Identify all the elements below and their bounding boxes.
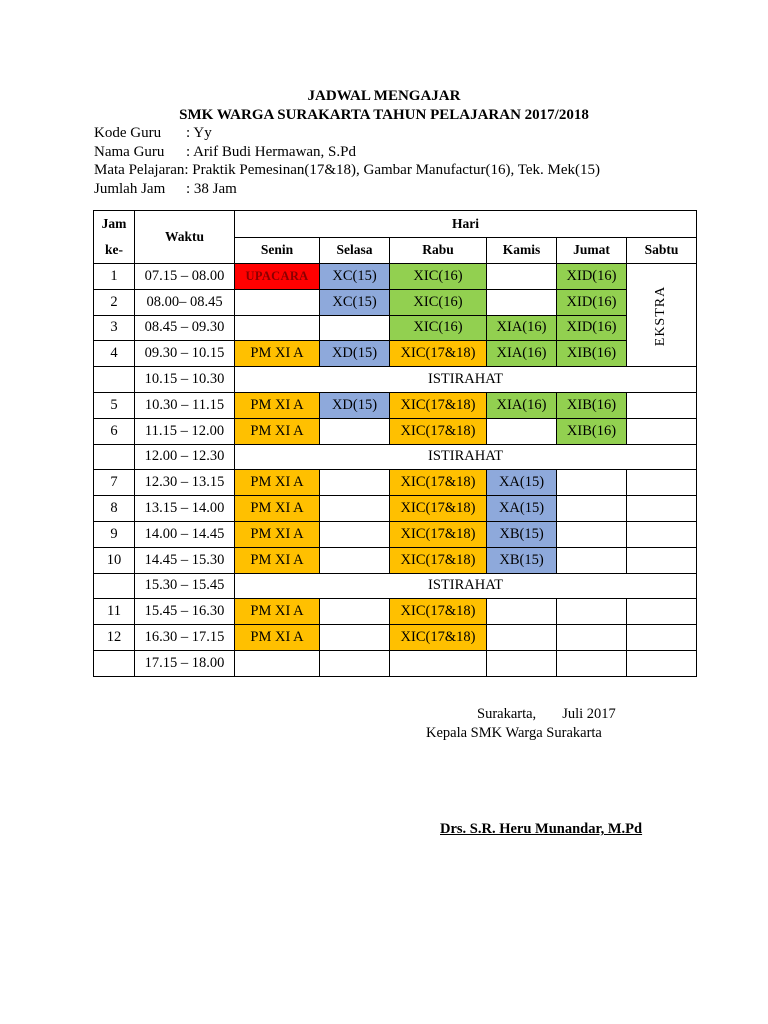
header-jam <box>94 211 135 264</box>
header-row-1 <box>94 211 697 238</box>
jumat-cell <box>557 650 627 676</box>
kode-guru-row <box>94 124 600 143</box>
jumat-cell: XID(16) <box>557 315 627 341</box>
sabtu-cell <box>627 496 697 522</box>
rabu-cell: XIC(17&18) <box>390 418 487 444</box>
kamis-cell <box>487 418 557 444</box>
nama-guru-label: Nama Guru <box>94 143 165 160</box>
table-row <box>94 599 697 625</box>
sabtu-cell <box>627 547 697 573</box>
sabtu-cell <box>627 470 697 496</box>
sabtu-cell <box>627 625 697 651</box>
senin-cell: PM XI A <box>235 521 320 547</box>
kamis-cell: XIA(16) <box>487 315 557 341</box>
jumat-cell <box>557 625 627 651</box>
rabu-cell: XIC(17&18) <box>390 470 487 496</box>
rabu-cell: XIC(16) <box>390 264 487 290</box>
jumat-cell: XIB(16) <box>557 418 627 444</box>
header-day-senin: Senin <box>235 237 320 264</box>
jam-cell <box>94 573 135 599</box>
signature-place-date <box>477 706 616 723</box>
senin-cell: PM XI A <box>235 496 320 522</box>
header-hari: Hari <box>235 211 697 238</box>
waktu-cell: 08.00– 08.45 <box>135 289 235 315</box>
rabu-cell: XIC(17&18) <box>390 521 487 547</box>
header-day-jumat: Jumat <box>557 237 627 264</box>
kode-guru-label: Kode Guru <box>94 125 162 141</box>
teacher-info <box>94 124 600 198</box>
signature-name: Drs. S.R. Heru Munandar, M.Pd <box>440 821 643 837</box>
header-day-rabu: Rabu <box>390 237 487 264</box>
waktu-cell: 12.00 – 12.30 <box>135 444 235 470</box>
waktu-cell: 12.30 – 13.15 <box>135 470 235 496</box>
selasa-cell: XC(15) <box>320 289 390 315</box>
table-row <box>94 264 697 290</box>
jam-cell: 2 <box>94 289 135 315</box>
selasa-cell <box>320 650 390 676</box>
selasa-cell: XD(15) <box>320 392 390 418</box>
jam-cell: 1 <box>94 264 135 290</box>
waktu-cell: 15.45 – 16.30 <box>135 599 235 625</box>
table-row <box>94 315 697 341</box>
jam-cell: 7 <box>94 470 135 496</box>
rabu-cell: XIC(17&18) <box>390 341 487 367</box>
senin-cell <box>235 289 320 315</box>
rabu-cell: XIC(17&18) <box>390 392 487 418</box>
istirahat-cell: ISTIRAHAT <box>235 367 697 393</box>
senin-cell: PM XI A <box>235 625 320 651</box>
table-row <box>94 496 697 522</box>
header-waktu: Waktu <box>135 211 235 264</box>
jumat-cell <box>557 470 627 496</box>
jam-cell <box>94 367 135 393</box>
selasa-cell <box>320 418 390 444</box>
rabu-cell <box>390 650 487 676</box>
kamis-cell: XA(15) <box>487 496 557 522</box>
senin-cell: PM XI A <box>235 547 320 573</box>
jam-cell: 4 <box>94 341 135 367</box>
jumat-cell <box>557 547 627 573</box>
selasa-cell <box>320 625 390 651</box>
selasa-cell <box>320 599 390 625</box>
kamis-cell: XA(15) <box>487 470 557 496</box>
senin-cell: PM XI A <box>235 418 320 444</box>
istirahat-row <box>94 573 697 599</box>
signature-date: Juli 2017 <box>562 706 616 722</box>
table-row <box>94 547 697 573</box>
waktu-cell: 11.15 – 12.00 <box>135 418 235 444</box>
jumat-cell: XID(16) <box>557 264 627 290</box>
jumat-cell: XIB(16) <box>557 341 627 367</box>
waktu-cell: 10.15 – 10.30 <box>135 367 235 393</box>
jumlah-jam-label: Jumlah Jam <box>94 180 166 197</box>
selasa-cell: XC(15) <box>320 264 390 290</box>
schedule-table <box>93 210 697 677</box>
table-row <box>94 418 697 444</box>
senin-cell: PM XI A <box>235 599 320 625</box>
kamis-cell: XIA(16) <box>487 341 557 367</box>
sabtu-cell <box>627 650 697 676</box>
header-day-kamis: Kamis <box>487 237 557 264</box>
table-row <box>94 625 697 651</box>
jam-cell: 11 <box>94 599 135 625</box>
senin-cell <box>235 315 320 341</box>
table-row <box>94 521 697 547</box>
jumlah-jam-value: : 38 Jam <box>186 180 237 197</box>
sabtu-cell <box>627 599 697 625</box>
senin-cell: PM XI A <box>235 470 320 496</box>
kamis-cell <box>487 625 557 651</box>
jam-cell <box>94 650 135 676</box>
rabu-cell: XIC(17&18) <box>390 625 487 651</box>
table-row <box>94 289 697 315</box>
kamis-cell <box>487 264 557 290</box>
istirahat-cell: ISTIRAHAT <box>235 573 697 599</box>
waktu-cell: 14.00 – 14.45 <box>135 521 235 547</box>
senin-cell <box>235 650 320 676</box>
kamis-cell: XIA(16) <box>487 392 557 418</box>
jumat-cell <box>557 496 627 522</box>
waktu-cell: 14.45 – 15.30 <box>135 547 235 573</box>
jam-cell: 9 <box>94 521 135 547</box>
rabu-cell: XIC(16) <box>390 289 487 315</box>
jumat-cell <box>557 521 627 547</box>
istirahat-row <box>94 444 697 470</box>
kamis-cell <box>487 599 557 625</box>
istirahat-cell: ISTIRAHAT <box>235 444 697 470</box>
mata-pelajaran-row <box>94 161 600 180</box>
senin-cell: PM XI A <box>235 392 320 418</box>
signature-position: Kepala SMK Warga Surakarta <box>426 725 602 741</box>
selasa-cell <box>320 521 390 547</box>
document-title: JADWAL MENGAJAR <box>307 88 461 104</box>
header-jam-line1: Jam <box>101 216 127 231</box>
sabtu-cell <box>627 418 697 444</box>
kode-guru-value: : Yy <box>186 125 212 141</box>
nama-guru-value: : Arif Budi Hermawan, S.Pd <box>186 143 356 160</box>
header-day-selasa: Selasa <box>320 237 390 264</box>
selasa-cell <box>320 315 390 341</box>
sabtu-ekstra-cell <box>627 264 697 367</box>
kamis-cell: XB(15) <box>487 521 557 547</box>
nama-guru-row <box>94 143 600 162</box>
table-row <box>94 650 697 676</box>
waktu-cell: 16.30 – 17.15 <box>135 625 235 651</box>
selasa-cell: XD(15) <box>320 341 390 367</box>
waktu-cell: 13.15 – 14.00 <box>135 496 235 522</box>
istirahat-row <box>94 367 697 393</box>
rabu-cell: XIC(16) <box>390 315 487 341</box>
mata-pelajaran-text: Mata Pelajaran: Praktik Pemesinan(17&18), Gambar Manufactur(16), Tek. Mek(15) <box>94 162 601 178</box>
header-day-sabtu: Sabtu <box>627 237 697 264</box>
selasa-cell <box>320 547 390 573</box>
waktu-cell: 15.30 – 15.45 <box>135 573 235 599</box>
jumat-cell: XIB(16) <box>557 392 627 418</box>
jam-cell <box>94 444 135 470</box>
ekstra-label: EKSTRA <box>653 285 669 346</box>
waktu-cell: 09.30 – 10.15 <box>135 341 235 367</box>
header-jam-line2: ke- <box>105 242 123 257</box>
sabtu-cell <box>627 521 697 547</box>
jam-cell: 10 <box>94 547 135 573</box>
waktu-cell: 17.15 – 18.00 <box>135 650 235 676</box>
rabu-cell: XIC(17&18) <box>390 547 487 573</box>
kamis-cell: XB(15) <box>487 547 557 573</box>
rabu-cell: XIC(17&18) <box>390 599 487 625</box>
jam-cell: 3 <box>94 315 135 341</box>
jumat-cell <box>557 599 627 625</box>
waktu-cell: 07.15 – 08.00 <box>135 264 235 290</box>
waktu-cell: 10.30 – 11.15 <box>135 392 235 418</box>
document-subtitle: SMK WARGA SURAKARTA TAHUN PELAJARAN 2017/2018 <box>179 107 589 123</box>
jumat-cell: XID(16) <box>557 289 627 315</box>
jam-cell: 5 <box>94 392 135 418</box>
table-row <box>94 392 697 418</box>
selasa-cell <box>320 470 390 496</box>
kamis-cell <box>487 289 557 315</box>
jam-cell: 6 <box>94 418 135 444</box>
selasa-cell <box>320 496 390 522</box>
kamis-cell <box>487 650 557 676</box>
sabtu-cell <box>627 392 697 418</box>
rabu-cell: XIC(17&18) <box>390 496 487 522</box>
senin-cell: PM XI A <box>235 341 320 367</box>
waktu-cell: 08.45 – 09.30 <box>135 315 235 341</box>
table-row <box>94 470 697 496</box>
jam-cell: 12 <box>94 625 135 651</box>
jumlah-jam-row <box>94 180 600 199</box>
jam-cell: 8 <box>94 496 135 522</box>
senin-cell: UPACARA <box>235 264 320 290</box>
table-row <box>94 341 697 367</box>
signature-place: Surakarta, <box>477 706 537 722</box>
